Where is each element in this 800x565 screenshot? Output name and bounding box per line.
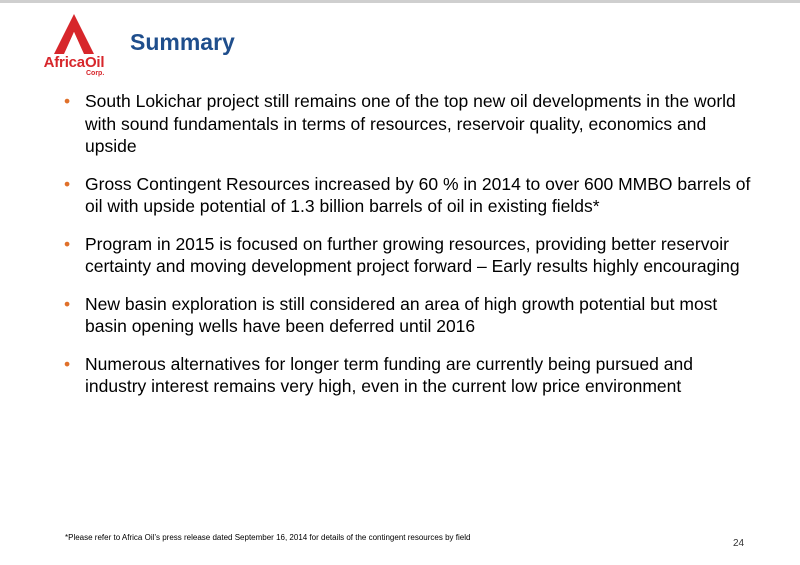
footnote: *Please refer to Africa Oil’s press release dated September 16, 2014 for details of the contingent resources by field	[65, 533, 471, 542]
bullet-marker-icon: •	[64, 353, 71, 374]
logo-corp: Corp.	[86, 70, 105, 77]
bullet-text: Gross Contingent Resources increased by 60 % in 2014 to over 600 MMBO barrels of oil with upside potential of 1.3 billion barrels of oil in existing fields*	[85, 173, 751, 216]
page-number: 24	[733, 538, 745, 549]
bullet-list	[64, 90, 754, 413]
africa-oil-logo	[34, 12, 114, 80]
logo-word-africa: Africa	[43, 54, 85, 71]
bullet-item	[64, 293, 754, 338]
slide-title: Summary	[130, 29, 235, 55]
bullet-text: Program in 2015 is focused on further growing resources, providing better reservoir certainty and moving development project forward – Early results highly encouraging	[85, 233, 740, 276]
bullet-text: South Lokichar project still remains one of the top new oil developments in the world with sound fundamentals in terms of resources, reservoir quality, economics and upside	[85, 91, 736, 156]
bullet-text: Numerous alternatives for longer term funding are currently being pursued and industry interest remains very high, even in the current low price environment	[85, 353, 693, 396]
bullet-item	[64, 90, 754, 158]
bullet-marker-icon: •	[64, 173, 71, 194]
top-divider	[0, 0, 800, 3]
bullet-marker-icon: •	[64, 233, 71, 254]
bullet-item	[64, 353, 754, 398]
bullet-marker-icon: •	[64, 91, 71, 111]
bullet-item	[64, 233, 754, 278]
bullet-marker-icon: •	[64, 293, 71, 314]
bullet-text: New basin exploration is still considered an area of high growth potential but most basin opening wells have been deferred until 2016	[85, 293, 718, 336]
logo-mark-icon	[34, 12, 114, 56]
logo-word-oil: Oil	[84, 54, 105, 71]
bullet-item	[64, 173, 754, 218]
logo-wordmark	[34, 55, 114, 70]
